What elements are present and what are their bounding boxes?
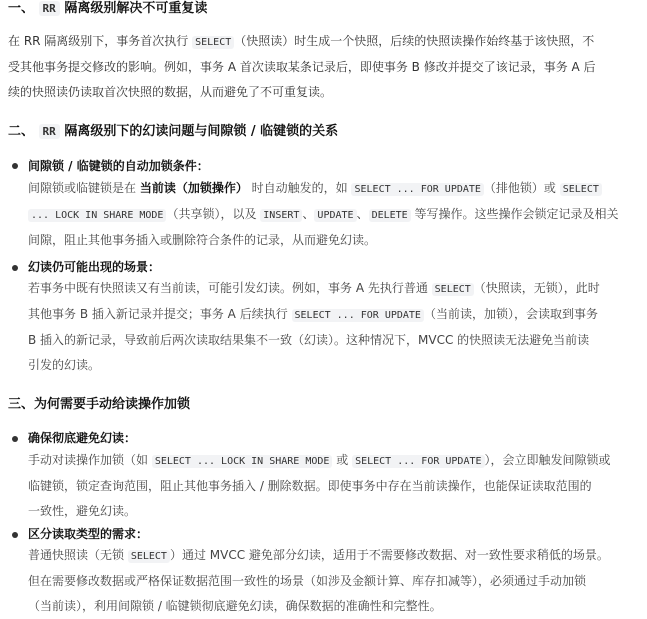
- item-line: 临键锁，锁定查询范围，阻止其他事务插入 / 删除数据。即使事务中存在当前读操作，也能保证读取范围的: [28, 479, 592, 493]
- inline-code: SELECT ... FOR UPDATE: [352, 455, 484, 468]
- inline-code: SELECT: [192, 36, 234, 49]
- item-line: [28, 302, 638, 328]
- inline-code: INSERT: [260, 209, 302, 222]
- section-2-heading: [8, 123, 338, 141]
- item-line: [28, 543, 638, 569]
- item-line: [28, 448, 638, 474]
- item-body: [28, 176, 638, 253]
- text: 时自动触发的，如: [247, 181, 352, 195]
- item-title: 间隙锁 / 临键锁的自动加锁条件：: [28, 159, 209, 173]
- item-title: 幻读仍可能出现的场景：: [28, 260, 161, 274]
- text: 若事务中既有快照读又有当前读，可能引发幻读。例如，事务 A 先执行普通: [28, 281, 432, 295]
- inline-code: SELECT ... FOR UPDATE: [292, 309, 424, 322]
- section-3-heading: [8, 396, 190, 414]
- text: （共享锁），以及: [166, 207, 261, 221]
- text: 、: [356, 207, 369, 221]
- bullet-icon: [12, 436, 18, 442]
- section-1-code: RR: [39, 1, 60, 16]
- inline-code: UPDATE: [314, 209, 356, 222]
- inline-code: SELECT: [432, 283, 474, 296]
- item-line: （当前读），利用间隙锁 / 临键锁彻底避免幻读，确保数据的准确性和完整性。: [28, 599, 442, 613]
- section-1-paragraph: [8, 29, 636, 105]
- item-line: [28, 276, 638, 302]
- section-2-number: 二、: [8, 124, 35, 139]
- text: （当前读，加锁），会读取到事务: [423, 307, 598, 321]
- item-title: 确保彻底避免幻读：: [28, 431, 137, 445]
- text: 在 RR 隔离级别下，事务首次执行: [8, 34, 193, 48]
- text: （排他锁）或: [483, 181, 560, 195]
- text: 或: [332, 453, 353, 467]
- paragraph-line: [8, 29, 636, 55]
- section-3-title: 为何需要手动给读操作加锁: [34, 397, 191, 412]
- inline-code: SELECT ... LOCK IN SHARE MODE: [152, 455, 333, 468]
- inline-code: ... LOCK IN SHARE MODE: [28, 209, 166, 222]
- inline-code: DELETE: [369, 209, 411, 222]
- text: 间隙锁或临键锁是在: [28, 181, 140, 195]
- item-line: 但在需要修改数据或严格保证数据范围一致性的场景（如涉及金额计算、库存扣减等），必须通过手动加锁: [28, 574, 587, 588]
- item-line: B 插入的新记录，导致前后两次读取结果集不一致（幻读）。这种情况下，MVCC 的快照读无法避免当前读: [28, 333, 590, 347]
- paragraph-line: 续的快照读仍读取首次快照的数据，从而避免了不可重复读。: [8, 85, 333, 99]
- section-2-code: RR: [39, 124, 60, 139]
- bullet-icon: [12, 265, 18, 271]
- text: ），会立即触发间隙锁或: [484, 453, 611, 467]
- item-line: 引发的幻读。: [28, 358, 101, 372]
- text: （快照读）时生成一个快照，后续的快照读操作始终基于该快照，不: [234, 34, 595, 48]
- text: （快照读，无锁），此时: [473, 281, 600, 295]
- emphasis-text: 当前读（加锁操作）: [139, 181, 248, 195]
- inline-code: SELECT ... FOR UPDATE: [351, 183, 483, 196]
- item-body: [28, 448, 638, 524]
- item-line: [28, 202, 638, 228]
- text: 、: [302, 207, 315, 221]
- text: ）通过 MVCC 避免部分幻读，适用于不需要修改数据、对一致性要求稍低的场景。: [169, 548, 609, 562]
- section-3-number: 三、: [8, 397, 35, 412]
- text: 普通快照读（无锁: [28, 548, 128, 562]
- item-body: [28, 276, 638, 378]
- item-title: 区分读取类型的需求：: [28, 527, 149, 541]
- inline-code: SELECT: [560, 183, 602, 196]
- section-1-heading: [8, 0, 207, 18]
- paragraph-line: 受其他事务提交修改的影响。例如，事务 A 首次读取某条记录后，即使事务 B 修改并提交了该记录，事务 A 后: [8, 60, 596, 74]
- item-body: [28, 543, 638, 619]
- section-1-number: 一、: [8, 1, 35, 16]
- text: 手动对读操作加锁（如: [28, 453, 152, 467]
- text: 其他事务 B 插入新记录并提交；事务 A 后续执行: [28, 307, 292, 321]
- item-line: 间隙，阻止其他事务插入或删除符合条件的记录，从而避免幻读。: [28, 233, 377, 247]
- section-1-title: 隔离级别解决不可重复读: [64, 1, 208, 16]
- bullet-icon: [12, 532, 18, 538]
- text: 等写操作。这些操作会锁定记录及相关: [410, 207, 619, 221]
- item-line: 一致性，避免幻读。: [28, 504, 137, 518]
- section-2-title: 隔离级别下的幻读问题与间隙锁 / 临键锁的关系: [64, 124, 339, 139]
- item-line: [28, 176, 638, 202]
- bullet-icon: [12, 163, 18, 169]
- inline-code: SELECT: [128, 550, 170, 563]
